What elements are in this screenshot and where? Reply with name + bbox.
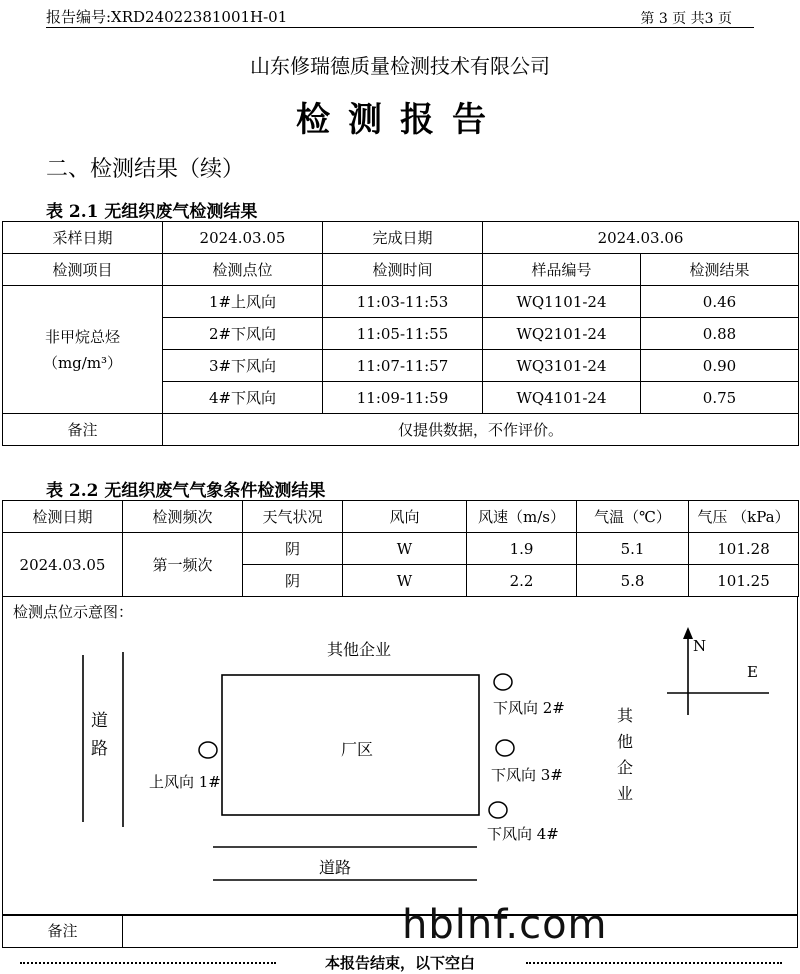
other-company-top: 其他企业	[327, 640, 392, 659]
point3-label: 下风向 3#	[491, 766, 563, 784]
sample-cell: WQ4101-24	[483, 382, 641, 414]
wind-speed-cell: 1.9	[467, 533, 577, 565]
weather-cell: 阴	[243, 533, 343, 565]
monitoring-point-3	[496, 740, 514, 756]
monitoring-point-2	[494, 674, 512, 690]
point1-label: 上风向 1#	[149, 773, 221, 791]
table2-header: 风速（m/s）	[467, 501, 577, 533]
result-cell: 0.46	[641, 286, 799, 318]
other-company-right: 其他企业	[617, 706, 634, 803]
section-title: 二、检测结果（续）	[46, 157, 245, 182]
table2-header: 检测频次	[123, 501, 243, 533]
table1-header: 样品编号	[483, 254, 641, 286]
document-title: 检测报告	[296, 100, 504, 140]
table2-header: 天气状况	[243, 501, 343, 533]
compass-n-label: N	[693, 637, 707, 655]
site-diagram-drawing	[3, 597, 799, 915]
temperature-cell: 5.1	[577, 533, 689, 565]
table2-header: 气压 （kPa）	[689, 501, 799, 533]
time-cell: 11:05-11:55	[323, 318, 483, 350]
wind-direction-cell: W	[343, 565, 467, 597]
table2-header: 风向	[343, 501, 467, 533]
temperature-cell: 5.8	[577, 565, 689, 597]
test-item-unit: （mg/m³）	[42, 353, 123, 372]
sampling-date: 2024.03.05	[163, 222, 323, 254]
table1-header: 检测时间	[323, 254, 483, 286]
sample-cell: WQ3101-24	[483, 350, 641, 382]
table2-caption: 表 2.2 无组织废气气象条件检测结果	[46, 481, 326, 501]
page-info: 第 3 页 共3 页	[640, 11, 732, 27]
test-item-cell	[3, 286, 163, 414]
table2-header: 检测日期	[3, 501, 123, 533]
north-arrow-icon	[683, 627, 693, 639]
table2	[2, 500, 799, 597]
pressure-cell: 101.28	[689, 533, 799, 565]
table1-header: 检测结果	[641, 254, 799, 286]
plant-label: 厂区	[341, 740, 374, 759]
remark-row	[2, 915, 798, 948]
table1	[2, 221, 799, 446]
sample-cell: WQ1101-24	[483, 286, 641, 318]
remark-label: 备注	[3, 414, 163, 446]
watermark: hblnf.com	[402, 902, 608, 948]
result-cell: 0.90	[641, 350, 799, 382]
time-cell: 11:07-11:57	[323, 350, 483, 382]
table1-header: 检测项目	[3, 254, 163, 286]
table1-header: 检测点位	[163, 254, 323, 286]
sampling-date-label: 采样日期	[3, 222, 163, 254]
point-cell: 1#上风向	[163, 286, 323, 318]
point4-label: 下风向 4#	[487, 825, 559, 843]
finish-date: 2024.03.06	[483, 222, 799, 254]
time-cell: 11:09-11:59	[323, 382, 483, 414]
report-number: 报告编号:XRD24022381001H-01	[46, 8, 288, 26]
road-left-label: 道路	[91, 711, 108, 759]
pressure-cell: 101.25	[689, 565, 799, 597]
table2-header-row	[3, 501, 799, 533]
site-diagram	[2, 597, 798, 915]
result-cell: 0.75	[641, 382, 799, 414]
point-cell: 2#下风向	[163, 318, 323, 350]
time-cell: 11:03-11:53	[323, 286, 483, 318]
point2-label: 下风向 2#	[493, 699, 565, 717]
wind-speed-cell: 2.2	[467, 565, 577, 597]
table-row	[3, 286, 799, 318]
compass-e-label: E	[747, 663, 758, 681]
test-date-cell: 2024.03.05	[3, 533, 123, 597]
header-divider	[46, 27, 754, 28]
company-name: 山东修瑞德质量检测技术有限公司	[250, 54, 550, 78]
test-item-name: 非甲烷总烃	[44, 327, 120, 346]
remark2-label: 备注	[3, 916, 123, 947]
table-row	[3, 533, 799, 565]
weather-cell: 阴	[243, 565, 343, 597]
point-cell: 4#下风向	[163, 382, 323, 414]
table1-caption: 表 2.1 无组织废气检测结果	[46, 202, 258, 222]
table1-header-row	[3, 254, 799, 286]
monitoring-point-1	[199, 742, 217, 758]
wind-direction-cell: W	[343, 533, 467, 565]
finish-date-label: 完成日期	[323, 222, 483, 254]
road-bottom-label: 道路	[319, 858, 352, 877]
result-cell: 0.88	[641, 318, 799, 350]
point-cell: 3#下风向	[163, 350, 323, 382]
monitoring-point-4	[489, 802, 507, 818]
frequency-cell: 第一频次	[123, 533, 243, 597]
remark-text: 仅提供数据，不作评价。	[163, 414, 799, 446]
sample-cell: WQ2101-24	[483, 318, 641, 350]
footer-text: 本报告结束，以下空白	[324, 954, 475, 972]
diagram-title: 检测点位示意图：	[13, 603, 134, 621]
table2-header: 气温（℃）	[577, 501, 689, 533]
